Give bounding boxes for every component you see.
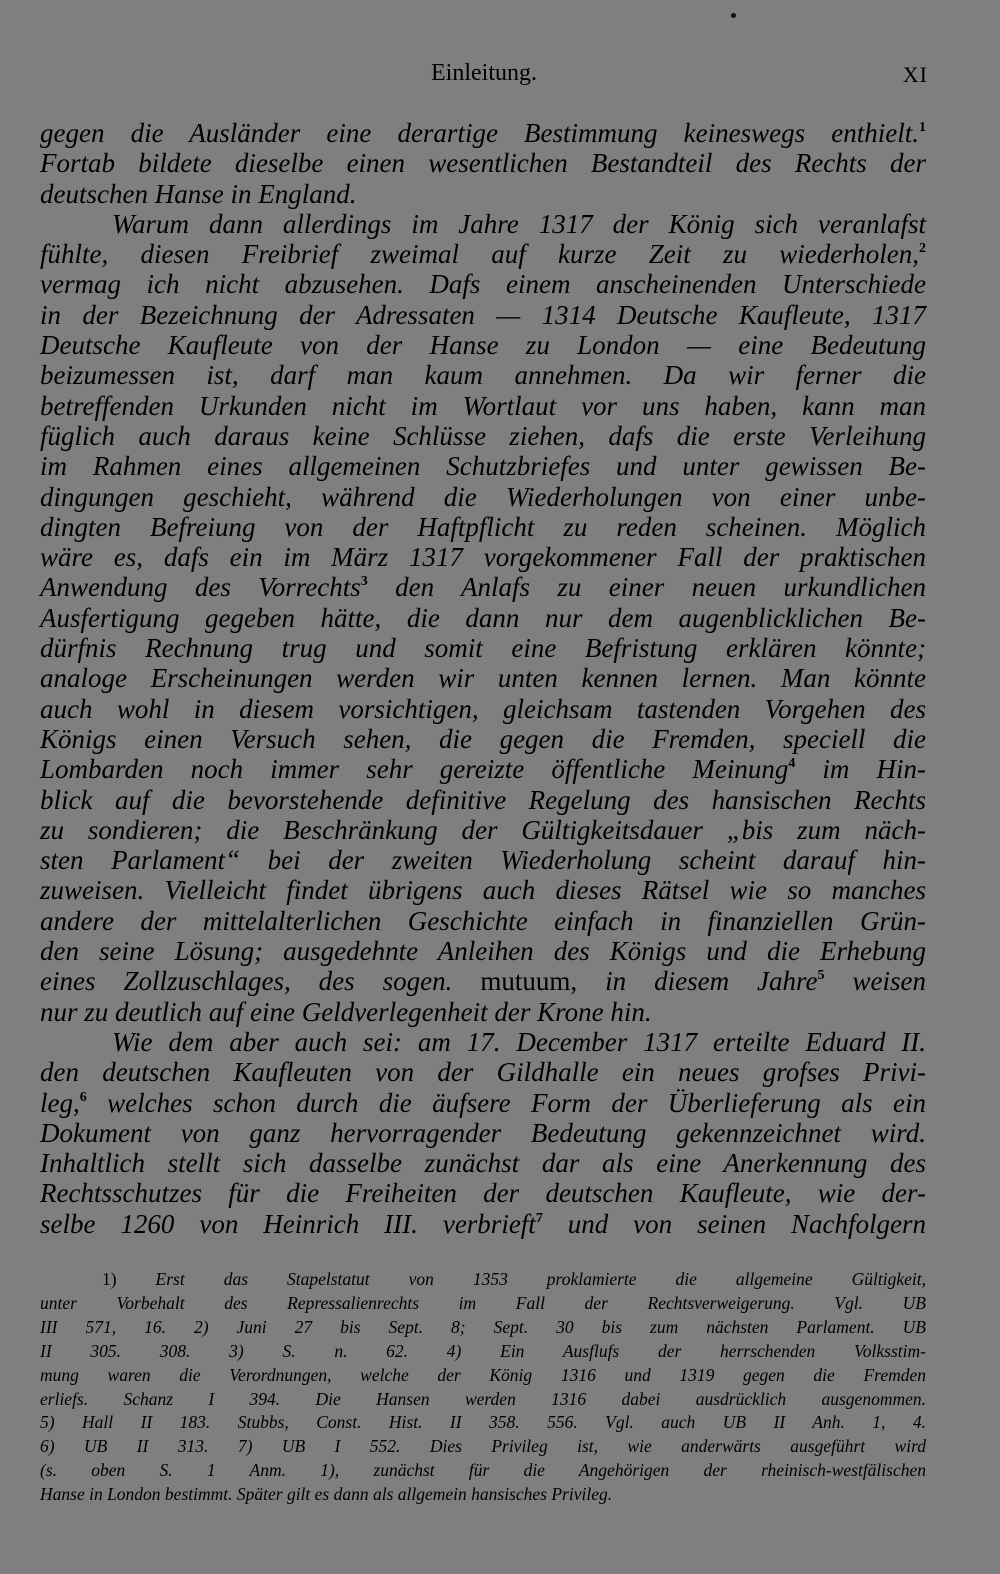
text-line [40, 300, 926, 330]
text-line [40, 512, 926, 542]
footnotes [40, 1268, 926, 1507]
line-text: im Rahmen eines allgemeinen Schutzbriefes und unter gewissen Be- [40, 451, 926, 482]
line-text-cont: den Anlafs zu einer neuen urkundlichen [367, 572, 926, 603]
footnote-line [40, 1411, 926, 1435]
line-text: Deutsche Kaufleute von der Hanse zu London — eine Bedeutung [40, 330, 926, 361]
text-line [40, 1209, 926, 1239]
footnote-line [40, 1435, 926, 1459]
footnote-line [40, 1459, 926, 1483]
text-line [40, 815, 926, 845]
line-text-cont: welches schon durch die äufsere Form der Überlieferung als ein [86, 1087, 926, 1118]
text-line [40, 663, 926, 693]
line-text: Hanse in London bestimmt. Später gilt es dann als allgemein hansisches Privileg. [40, 1484, 613, 1505]
text-line [40, 421, 926, 451]
line-text: Rechtsschutzes für die Freiheiten der deutschen Kaufleute, wie der- [40, 1178, 926, 1209]
line-text-cont: in diesem Jahre [577, 966, 818, 997]
line-text: selbe 1260 von Heinrich III. verbrieft [40, 1208, 536, 1239]
text-line [40, 633, 926, 663]
footnote-number: 1) [102, 1269, 117, 1289]
text-line [40, 179, 926, 209]
line-text: 6) UB II 313. 7) UB I 552. Dies Privileg ist, wie anderwärts ausgeführt wird [40, 1436, 926, 1457]
line-text: füglich auch daraus keine Schlüsse ziehen, dafs die erste Verleihung [40, 420, 926, 451]
line-text: Anwendung des Vorrechts [40, 572, 361, 603]
text-line [40, 1027, 926, 1057]
line-text-cont: weisen [824, 966, 926, 997]
text-line [40, 936, 926, 966]
main-text [40, 118, 926, 1239]
line-text: zu sondieren; die Beschränkung der Gültigkeitsdauer „bis zum näch- [40, 814, 926, 845]
text-line [40, 875, 926, 905]
line-text-cont: im Hin- [795, 754, 926, 785]
footnote-ref: 3 [360, 574, 368, 590]
page-number: XI [902, 62, 928, 87]
text-line [40, 148, 926, 178]
text-line [40, 845, 926, 875]
line-text: dingungen geschieht, während die Wiederholungen von einer unbe- [40, 481, 926, 512]
line-text: deutschen Hanse in England. [40, 178, 357, 209]
line-text-cont: und von seinen Nachfolgern [542, 1208, 926, 1239]
line-text: erliefs. Schanz I 394. Die Hansen werden 1316 dabei ausdrücklich ausgenommen. [40, 1388, 926, 1409]
text-line [40, 1148, 926, 1178]
line-text: Wie dem aber auch sei: am 17. December 1317 erteilte Eduard II. [112, 1026, 926, 1057]
line-text: blick auf die bevorstehende definitive Regelung des hansischen Rechts [40, 784, 926, 815]
line-text: zuweisen. Vielleicht findet übrigens auch dieses Rätsel wie so manches [40, 875, 926, 906]
text-line [40, 239, 926, 269]
text-line [40, 1057, 926, 1087]
text-line [40, 754, 926, 784]
line-text: Lombarden noch immer sehr gereizte öffentliche Meinung [40, 754, 789, 785]
footnote-line [40, 1388, 926, 1412]
running-title: Einleitung. [431, 60, 537, 86]
line-text: leg, [40, 1087, 80, 1118]
line-text: vermag ich nicht abzusehen. Dafs einem anscheinenden Unterschiede [40, 269, 926, 300]
line-text: in der Bezeichnung der Adressaten — 1314 Deutsche Kaufleute, 1317 [40, 299, 926, 330]
line-text: Königs einen Versuch sehen, die gegen die Fremden, speciell die [40, 723, 926, 754]
line-text: den seine Lösung; ausgedehnte Anleihen des Königs und die Erhebung [40, 936, 926, 967]
text-line [40, 1178, 926, 1208]
line-text: auch wohl in diesem vorsichtigen, gleichsam tastenden Vorgehen des [40, 693, 926, 724]
line-text: analoge Erscheinungen werden wir unten kennen lernen. Man könnte [40, 663, 926, 694]
footnote-line [40, 1340, 926, 1364]
footnote-ref: 2 [919, 241, 926, 257]
text-line [40, 391, 926, 421]
text-line [40, 572, 926, 602]
text-line [40, 997, 926, 1027]
footnote-ref: 6 [79, 1089, 87, 1105]
text-line [40, 209, 926, 239]
running-header [40, 56, 928, 92]
line-text: mung waren die Verordnungen, welche der König 1316 und 1319 gegen die Fremden [40, 1364, 926, 1385]
line-text: Dokument von ganz hervorragender Bedeutung gekennzeichnet wird. [40, 1117, 926, 1148]
text-line [40, 482, 926, 512]
footnote-ref: 5 [817, 968, 825, 984]
text-line [40, 694, 926, 724]
line-text: sten Parlament“ bei der zweiten Wiederholung scheint darauf hin- [40, 845, 926, 876]
line-text: dürfnis Rechnung trug und somit eine Befristung erklären könnte; [40, 633, 926, 664]
text-line [40, 330, 926, 360]
text-line [40, 906, 926, 936]
line-text: fühlte, diesen Freibrief zweimal auf kurze Zeit zu wiederholen, [40, 239, 919, 270]
line-text: Fortab bildete dieselbe einen wesentlichen Bestandteil des Rechts der [40, 148, 926, 179]
line-text: (s. oben S. 1 Anm. 1), zunächst für die Angehörigen der rheinisch-westfälischen [40, 1460, 926, 1481]
text-line [40, 724, 926, 754]
text-line [40, 118, 926, 148]
line-text: eines Zollzuschlages, des sogen. [40, 966, 481, 997]
line-text: betreffenden Urkunden nicht im Wortlaut vor uns haben, kann man [40, 390, 926, 421]
line-text: unter Vorbehalt des Repressalienrechts im Fall der Rechtsverweigerung. Vgl. UB [40, 1292, 926, 1313]
line-text: gegen die Ausländer eine derartige Bestimmung keineswegs enthielt. [40, 118, 919, 148]
line-text: nur zu deutlich auf eine Geldverlegenheit der Krone hin. [40, 996, 652, 1027]
line-text: Erst das Stapelstatut von 1353 proklamierte die allgemeine Gültigkeit, [116, 1269, 926, 1289]
line-text: Inhaltlich stellt sich dasselbe zunächst dar als eine Anerkennung des [40, 1148, 926, 1179]
text-line [40, 603, 926, 633]
line-text: II 305. 308. 3) S. n. 62. 4) Ein Ausflufs der herrschenden Volksstim- [40, 1340, 926, 1361]
text-line [40, 542, 926, 572]
footnote-line [40, 1292, 926, 1316]
line-text: 5) Hall II 183. Stubbs, Const. Hist. II 358. 556. Vgl. auch UB II Anh. 1, 4. [40, 1412, 926, 1433]
text-line [40, 360, 926, 390]
footnote-ref: 7 [535, 1210, 543, 1226]
text-line [40, 1088, 926, 1118]
line-text: andere der mittelalterlichen Geschichte einfach in finanziellen Grün- [40, 905, 926, 936]
upright-word: mutuum, [480, 966, 578, 997]
footnote-line [40, 1268, 926, 1292]
line-text: beizumessen ist, darf man kaum annehmen. Da wir ferner die [40, 360, 926, 391]
line-text: III 571, 16. 2) Juni 27 bis Sept. 8; Sept. 30 bis zum nächsten Parlament. UB [40, 1316, 926, 1337]
line-text: Ausfertigung gegeben hätte, die dann nur dem augenblicklichen Be- [40, 602, 926, 633]
footnote-line [40, 1364, 926, 1388]
speck-mark [731, 13, 736, 18]
footnote-ref: 4 [788, 756, 796, 772]
footnote-line [40, 1316, 926, 1340]
line-text: wäre es, dafs ein im März 1317 vorgekommener Fall der praktischen [40, 542, 926, 573]
text-line [40, 451, 926, 481]
text-line [40, 966, 926, 996]
text-line [40, 1118, 926, 1148]
footnote-line [40, 1483, 926, 1507]
text-line [40, 269, 926, 299]
line-text: dingten Befreiung von der Haftpflicht zu reden scheinen. Möglich [40, 511, 926, 542]
text-line [40, 785, 926, 815]
footnote-ref: 1 [919, 120, 926, 135]
line-text: den deutschen Kaufleuten von der Gildhalle ein neues grofses Privi- [40, 1057, 926, 1088]
line-text: Warum dann allerdings im Jahre 1317 der König sich veranlafst [112, 208, 926, 239]
